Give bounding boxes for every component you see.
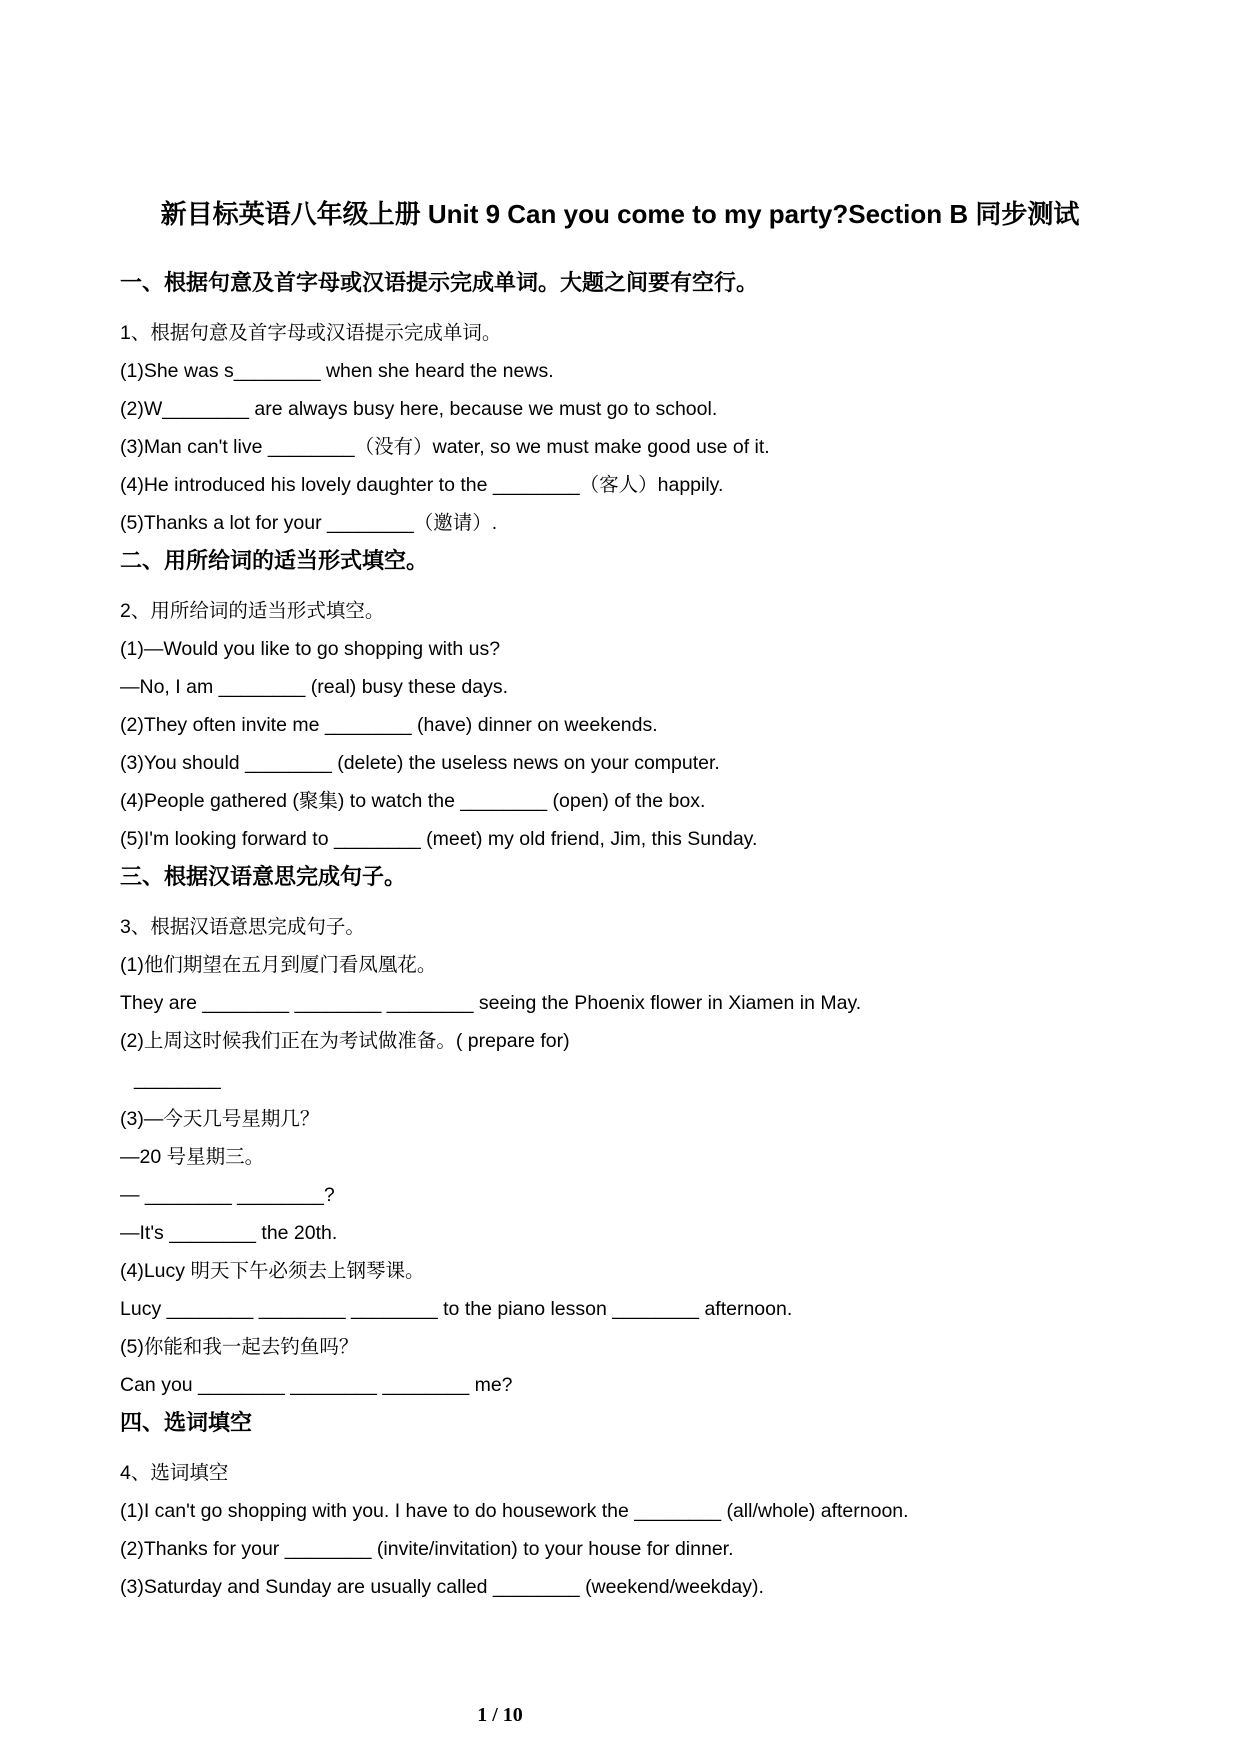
question-line: (3)—今天几号星期几？ bbox=[120, 1108, 320, 1130]
question-line: (5)你能和我一起去钓鱼吗？ bbox=[120, 1336, 359, 1358]
question-line: (2)They often invite me ________ (have) dinner on weekends. bbox=[120, 714, 658, 736]
section-4-heading: 四、选词填空 bbox=[120, 1410, 253, 1435]
section-1-instruction: 1、根据句意及首字母或汉语提示完成单词。 bbox=[120, 322, 502, 344]
question-line: —20 号星期三。 bbox=[120, 1146, 265, 1168]
question-line: (3)You should ________ (delete) the useless news on your computer. bbox=[120, 752, 720, 774]
question-line: (1)—Would you like to go shopping with us? bbox=[120, 638, 501, 660]
question-line: (2)W________ are always busy here, because we must go to school. bbox=[120, 398, 718, 420]
question-line: (1)他们期望在五月到厦门看凤凰花。 bbox=[120, 954, 437, 976]
question-line: They are ________ ________ ________ seeing the Phoenix flower in Xiamen in May. bbox=[120, 992, 862, 1014]
question-line: —It's ________ the 20th. bbox=[120, 1222, 338, 1244]
question-line: — ________ ________? bbox=[120, 1184, 335, 1206]
question-line: Can you ________ ________ ________ me? bbox=[120, 1374, 513, 1396]
section-1-heading: 一、根据句意及首字母或汉语提示完成单词。大题之间要有空行。 bbox=[120, 270, 759, 295]
section-4-instruction: 4、选词填空 bbox=[120, 1462, 229, 1484]
question-line: (3)Man can't live ________（没有）water, so we must make good use of it. bbox=[120, 436, 770, 458]
question-line: (5)I'm looking forward to ________ (meet) my old friend, Jim, this Sunday. bbox=[120, 828, 758, 850]
question-line: (4)People gathered (聚集) to watch the ________ (open) of the box. bbox=[120, 790, 706, 812]
question-line: (2)Thanks for your ________ (invite/invitation) to your house for dinner. bbox=[120, 1538, 734, 1560]
section-2-heading: 二、用所给词的适当形式填空。 bbox=[120, 548, 429, 573]
section-3-heading: 三、根据汉语意思完成句子。 bbox=[120, 864, 407, 889]
section-3-instruction: 3、根据汉语意思完成句子。 bbox=[120, 916, 365, 938]
question-line: (5)Thanks a lot for your ________（邀请）. bbox=[120, 512, 498, 534]
question-line: (4)Lucy 明天下午必须去上钢琴课。 bbox=[120, 1260, 425, 1282]
answer-blank-line: ________ bbox=[134, 1068, 221, 1090]
question-line: (2)上周这时候我们正在为考试做准备。( prepare for) bbox=[120, 1030, 570, 1052]
question-line: (1)I can't go shopping with you. I have to do housework the ________ (all/whole) afternoon. bbox=[120, 1500, 909, 1522]
question-line: (3)Saturday and Sunday are usually called ________ (weekend/weekday). bbox=[120, 1576, 764, 1598]
question-line: (4)He introduced his lovely daughter to the ________（客人）happily. bbox=[120, 474, 724, 496]
page-number: 1 / 10 bbox=[477, 1704, 523, 1726]
question-line: —No, I am ________ (real) busy these days. bbox=[120, 676, 509, 698]
question-line: (1)She was s________ when she heard the news. bbox=[120, 360, 554, 382]
page-title: 新目标英语八年级上册 Unit 9 Can you come to my party?Section B 同步测试 bbox=[160, 199, 1080, 229]
section-2-instruction: 2、用所给词的适当形式填空。 bbox=[120, 600, 385, 622]
question-line: Lucy ________ ________ ________ to the piano lesson ________ afternoon. bbox=[120, 1298, 793, 1320]
